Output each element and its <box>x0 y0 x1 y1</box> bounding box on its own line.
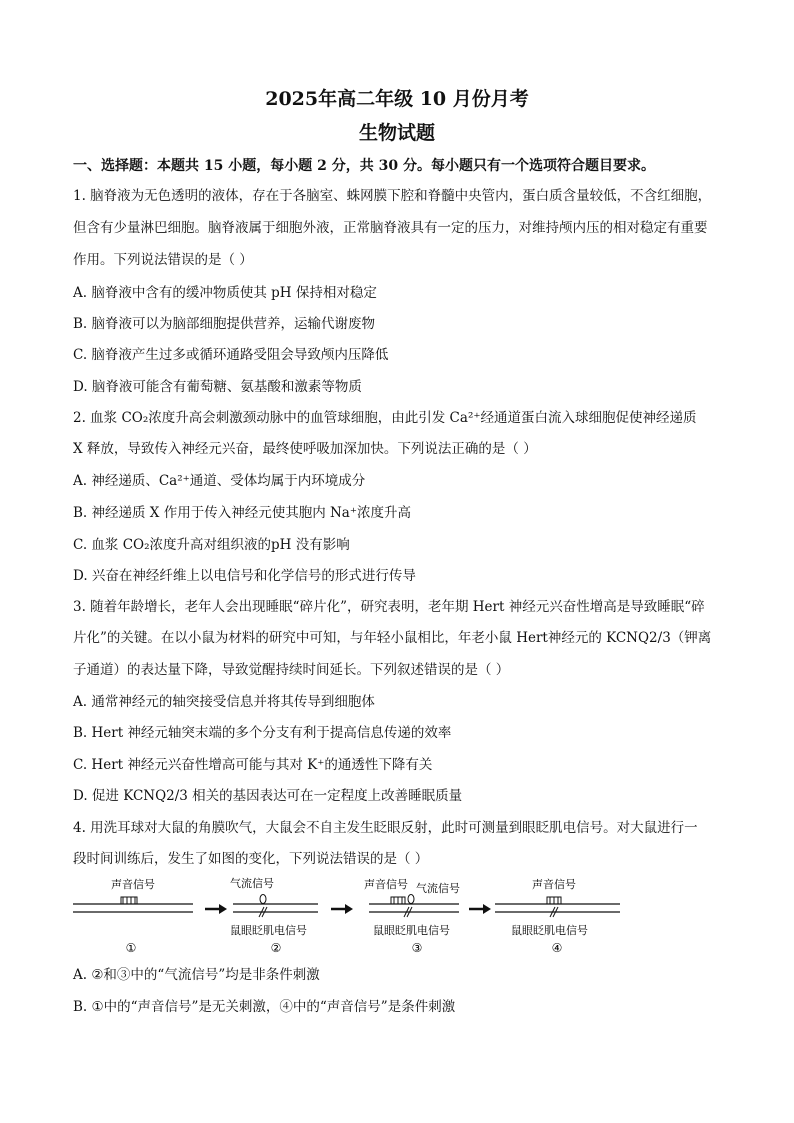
arrow-icon <box>469 904 491 914</box>
sound-signal-label: 声音信号 <box>364 878 408 891</box>
q3-option-a: A. 通常神经元的轴突接受信息并将其传导到细胞体 <box>73 694 375 710</box>
emg-signal-label: 鼠眼眨肌电信号 <box>373 924 450 937</box>
q3-option-b: B. Hert 神经元轴突末端的多个分支有利于提高信息传递的效率 <box>73 725 452 741</box>
q1-option-a: A. 脑脊液中含有的缓冲物质使其 pH 保持相对稳定 <box>73 285 377 301</box>
exam-subtitle: 生物试题 <box>358 122 435 144</box>
q3-stem-line: 子通道）的表达量下降，导致觉醒持续时间延长。下列叙述错误的是（ ） <box>73 662 510 678</box>
q4-stem-line: 段时间训练后，发生了如图的变化，下列说法错误的是（ ） <box>73 851 429 867</box>
exam-title: 2025年高二年级 10 月份月考 <box>265 88 529 110</box>
panel-number: ② <box>270 941 282 955</box>
emg-signal-label: 鼠眼眨肌电信号 <box>511 924 588 937</box>
arrow-icon <box>331 904 353 914</box>
q2-option-d: D. 兴奋在神经纤维上以电信号和化学信号的形式进行传导 <box>73 568 416 584</box>
q1-option-c: C. 脑脊液产生过多或循环通路受阻会导致颅内压降低 <box>73 347 389 363</box>
diagram-panel-2 <box>230 876 318 955</box>
q2-option-a: A. 神经递质、Ca²⁺通道、受体均属于内环境成分 <box>73 473 366 489</box>
air-signal-label: 气流信号 <box>416 882 460 895</box>
emg-signal-label: 鼠眼眨肌电信号 <box>230 924 307 937</box>
q4-option-b: B. ①中的“声音信号”是无关刺激，④中的“声音信号”是条件刺激 <box>73 999 456 1015</box>
diagram-panel-3 <box>364 877 460 955</box>
q1-stem-line: 作用。下列说法错误的是（ ） <box>73 252 253 268</box>
air-signal-label: 气流信号 <box>230 877 274 890</box>
q2-stem-line: X 释放，导致传入神经元兴奋，最终使呼吸加深加快。下列说法正确的是（ ） <box>73 441 537 457</box>
q1-stem-line: 1. 脑脊液为无色透明的液体，存在于各脑室、蛛网膜下腔和脊髓中央管内，蛋白质含量较低，不含红细胞， <box>73 188 712 204</box>
q4-option-a: A. ②和③中的“气流信号”均是非条件刺激 <box>73 967 320 983</box>
q1-option-b: B. 脑脊液可以为脑部细胞提供营养，运输代谢废物 <box>73 316 376 332</box>
section-heading: 一、选择题：本题共 15 小题，每小题 2 分，共 30 分。每小题只有一个选项符合题目要求。 <box>73 158 655 174</box>
q1-stem-line: 但含有少量淋巴细胞。脑脊液属于细胞外液，正常脑脊液具有一定的压力，对维持颅内压的相对稳定有重要 <box>73 220 708 236</box>
q2-option-c: C. 血浆 CO₂浓度升高对组织液的pH 没有影响 <box>73 537 350 553</box>
q3-stem-line: 片化”的关键。在以小鼠为材料的研究中可知，与年轻小鼠相比，年老小鼠 Hert神经元的 KCNQ2/3（钾离 <box>73 630 712 646</box>
sound-signal-label: 声音信号 <box>111 878 155 891</box>
q2-stem-line: 2. 血浆 CO₂浓度升高会刺激颈动脉中的血管球细胞，由此引发 Ca²⁺经通道蛋白流入球细胞促使神经递质 <box>73 410 697 426</box>
conditioning-diagram <box>73 872 633 962</box>
q4-stem-line: 4. 用洗耳球对大鼠的角膜吹气，大鼠会不自主发生眨眼反射，此时可测量到眼眨肌电信号。对大鼠进行一 <box>73 820 698 836</box>
q2-option-b: B. 神经递质 X 作用于传入神经元使其胞内 Na⁺浓度升高 <box>73 505 411 521</box>
panel-number: ③ <box>411 941 423 955</box>
panel-number: ④ <box>551 941 563 955</box>
q3-option-c: C. Hert 神经元兴奋性增高可能与其对 K⁺的通透性下降有关 <box>73 757 433 773</box>
panel-number: ① <box>125 941 137 955</box>
diagram-panel-4 <box>495 877 620 955</box>
q1-option-d: D. 脑脊液可能含有葡萄糖、氨基酸和激素等物质 <box>73 379 362 395</box>
q3-option-d: D. 促进 KCNQ2/3 相关的基因表达可在一定程度上改善睡眠质量 <box>73 788 463 804</box>
arrow-icon <box>205 904 227 914</box>
diagram-panel-1 <box>73 877 193 955</box>
q3-stem-line: 3. 随着年龄增长，老年人会出现睡眠“碎片化”，研究表明，老年期 Hert 神经元兴奋性增高是导致睡眠“碎 <box>73 599 705 615</box>
sound-signal-label: 声音信号 <box>532 878 576 891</box>
